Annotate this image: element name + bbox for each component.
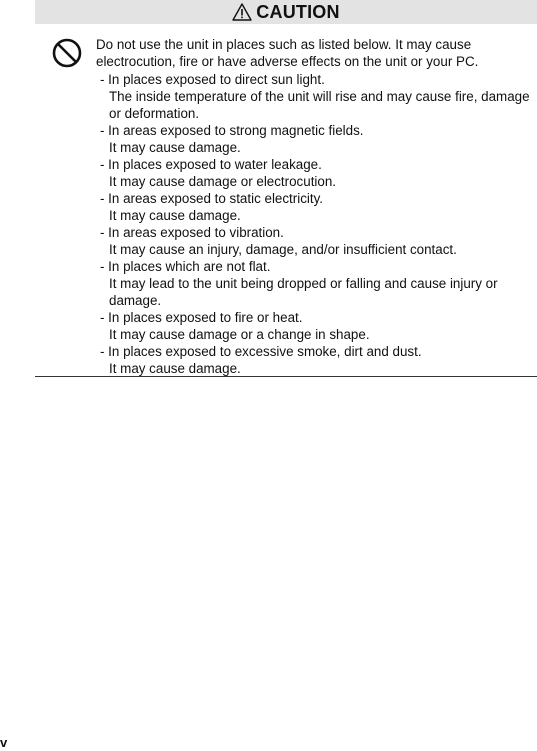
hazard-item	[98, 190, 536, 224]
hazard-effect: It may cause damage.	[109, 140, 241, 155]
hazard-effect: It may lead to the unit being dropped or falling and cause injury or damage.	[109, 276, 498, 308]
hazard-item	[98, 156, 536, 190]
hazard-place: - In areas exposed to strong magnetic fields.	[100, 123, 364, 138]
hazard-effect: The inside temperature of the unit will rise and may cause fire, damage or deformation.	[109, 89, 530, 121]
hazard-effect: It may cause an injury, damage, and/or insufficient contact.	[109, 242, 457, 257]
hazard-item	[98, 71, 536, 122]
hazard-item	[98, 343, 536, 377]
hazard-item	[98, 224, 536, 258]
prohibition-icon	[52, 38, 82, 68]
hazard-item	[98, 122, 536, 156]
hazard-place: - In places which are not flat.	[100, 259, 271, 274]
hazard-list	[96, 71, 536, 377]
caution-title: CAUTION	[256, 1, 340, 22]
hazard-effect: It may cause damage.	[109, 208, 241, 223]
hazard-effect: It may cause damage.	[109, 361, 241, 376]
caution-header	[35, 0, 537, 24]
caution-intro: Do not use the unit in places such as listed below. It may cause electrocution, fire or have adverse effects on the unit or your PC.	[96, 37, 479, 69]
hazard-place: - In areas exposed to vibration.	[100, 225, 284, 240]
warning-triangle-icon	[232, 3, 252, 21]
section-divider	[35, 376, 537, 377]
hazard-place: - In places exposed to fire or heat.	[100, 310, 303, 325]
hazard-effect: It may cause damage or electrocution.	[109, 174, 337, 189]
page-number: v	[0, 735, 8, 750]
hazard-item	[98, 309, 536, 343]
hazard-item	[98, 258, 536, 309]
hazard-place: - In places exposed to excessive smoke, dirt and dust.	[100, 344, 422, 359]
hazard-place: - In areas exposed to static electricity.	[100, 191, 324, 206]
caution-content	[96, 36, 536, 377]
hazard-place: - In places exposed to water leakage.	[100, 157, 322, 172]
hazard-effect: It may cause damage or a change in shape.	[109, 327, 370, 342]
hazard-place: - In places exposed to direct sun light.	[100, 72, 325, 87]
